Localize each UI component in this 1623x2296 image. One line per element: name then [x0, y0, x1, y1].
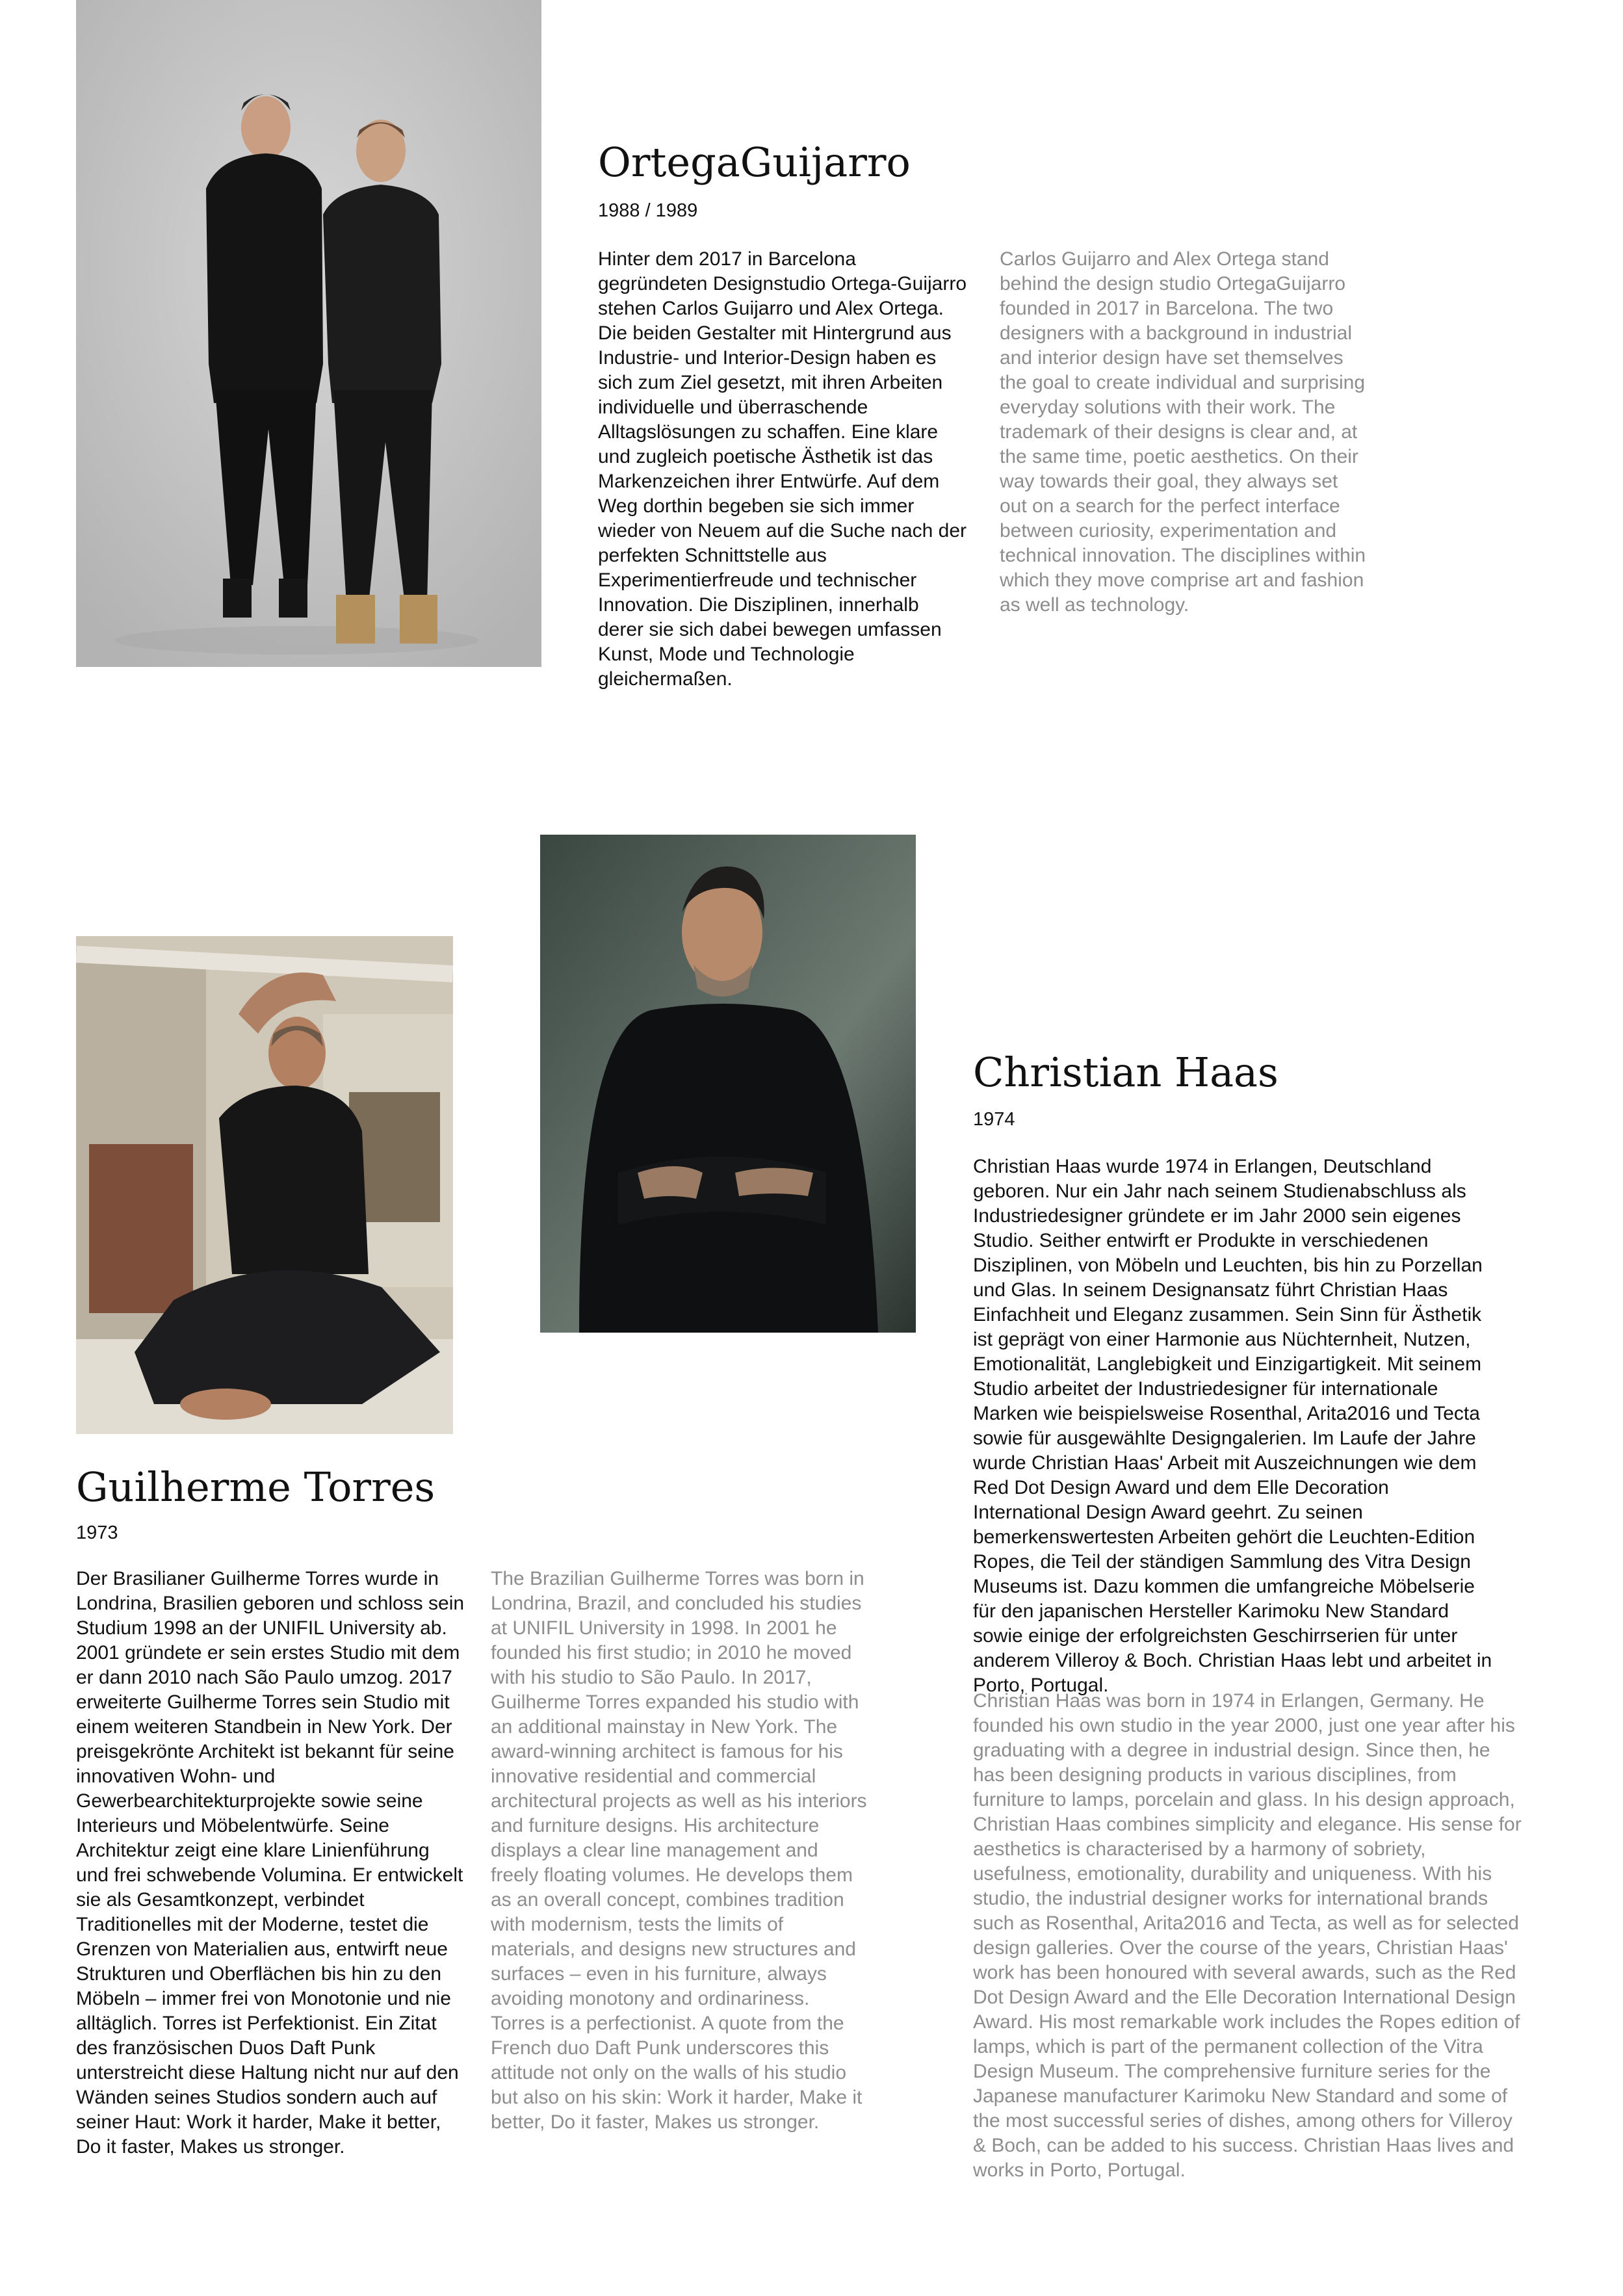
- christian-haas-text-de: Christian Haas wurde 1974 in Erlangen, Deutschland geboren. Nur ein Jahr nach seinem Studienabschluss als Industriedesigner gründete er im Jahr 2000 sein eigenes Studio. Seither entwirft er Produkte in verschiedenen Disziplinen, von Möbeln und Leuchten, bis hin zu Porzellan und Glas. In seinem Designansatz führt Christian Haas Einfachheit und Eleganz zusammen. Sein Sinn für Ästhetik ist geprägt von einer Harmonie aus Nüchternheit, Nutzen, Emotionalität, Langlebigkeit und Einzigartigkeit. Mit seinem Studio arbeitet der Industriedesigner für internationale Marken wie beispielsweise Rosenthal, Arita2016 und Tecta sowie für ausgewählte Designgalerien. Im Laufe der Jahre wurde Christian Haas' Arbeit mit Auszeichnungen wie dem Red Dot Design Award und dem Elle Decoration International Design Award geehrt. Zu seinen bemerkenswertesten Arbeiten gehört die Leuchten-Edition Ropes, die Teil der ständigen Sammlung des Vitra Design Museums ist. Dazu kommen die umfangreiche Möbelserie für den japanischen Hersteller Karimoku New Standard sowie einige der erfolgreichsten Geschirrserien für unter anderem Villeroy & Boch. Christian Haas lebt und arbeitet in Porto, Portugal.: [973, 1156, 1492, 1696]
- guilherme-torres-text-en: The Brazilian Guilherme Torres was born in Londrina, Brazil, and concluded his studies at UNIFIL University in 1998. In 2001 he founded his first studio; in 2010 he moved with his studio to São Paulo. In 2017, Guilherme Torres expanded his studio with an additional mainstay in New York. The award-winning architect is famous for his innovative residential and commercial architectural projects as well as his interiors and furniture designs. His architecture displays a clear line management and freely floating volumes. He develops them as an overall concept, combines tradition with modernism, tests the limits of materials, and designs new structures and surfaces – even in his furniture, always avoiding monotony and ordinariness. Torres is a perfectionist. A quote from the French duo Daft Punk underscores this attitude not only on the walls of his studio but also on his skin: Work it harder, Make it better, Do it faster, Makes us stronger.: [491, 1568, 867, 2133]
- christian-haas-name: Christian Haas: [973, 1049, 1279, 1096]
- ortegaguijarro-name: OrtegaGuijarro: [598, 138, 911, 186]
- ortegaguijarro-text-en: Carlos Guijarro and Alex Ortega stand behind the design studio OrtegaGuijarro founded in 2017 in Barcelona. The two designers with a background in industrial and interior design have set themselves the goal to create individual and surprising everyday solutions with their work. The trademark of their designs is clear and, at the same time, poetic aesthetics. On their way towards their goal, they always set out on a search for the perfect interface between curiosity, experimentation and technical innovation. The disciplines within which they move comprise art and fashion as well as technology.: [1000, 248, 1366, 616]
- guilherme-torres-name: Guilherme Torres: [76, 1463, 435, 1511]
- christian-haas-text-en: Christian Haas was born in 1974 in Erlangen, Germany. He founded his own studio in the year 2000, just one year after his graduating with a degree in industrial design. Since then, he has been designing products in various disciplines, from furniture to lamps, porcelain and glass. In his design approach, Christian Haas combines simplicity and elegance. His sense for aesthetics is characterised by a harmony of sobriety, usefulness, emotionality, durability and uniqueness. With his studio, the industrial designer works for international brands such as Rosenthal, Arita2016 and Tecta, as well as for selected design galleries. Over the course of the years, Christian Haas' work has been honoured with several awards, such as the Red Dot Design Award and the Elle Decoration International Design Award. His most remarkable work includes the Ropes edition of lamps, which is part of the permanent collection of the Vitra Design Museum. The comprehensive furniture series for the Japanese manufacturer Karimoku New Standard and some of the most successful series of dishes, among others for Villeroy & Boch, can be added to his success. Christian Haas lives and works in Porto, Portugal.: [973, 1690, 1522, 2181]
- ortegaguijarro-text-de: Hinter dem 2017 in Barcelona gegründeten Designstudio Ortega-Guijarro stehen Carlos Guijarro und Alex Ortega. Die beiden Gestalter mit Hintergrund aus Industrie- und Interior-Design haben es sich zum Ziel gesetzt, mit ihren Arbeiten individuelle und überraschende Alltagslösungen zu schaffen. Eine klare und zugleich poetische Ästhetik ist das Markenzeichen ihrer Entwürfe. Auf dem Weg dorthin begeben sie sich immer wieder von Neuem auf die Suche nach der perfekten Schnittstelle aus Experimentierfreude und technischer Innovation. Die Disziplinen, innerhalb derer sie sich dabei bewegen umfassen Kunst, Mode und Technologie gleichermaßen.: [598, 248, 967, 690]
- guilherme-torres-text-de: Der Brasilianer Guilherme Torres wurde in Londrina, Brasilien geboren und schloss sein Studium 1998 an der UNIFIL University ab. 2001 gründete er sein erstes Studio mit dem er dann 2010 nach São Paulo umzog. 2017 erweiterte Guilherme Torres sein Studio mit einem weiteren Standbein in New York. Der preisgekrönte Architekt ist bekannt für seine innovativen Wohn- und Gewerbearchitekturprojekte sowie seine Interieurs und Möbelentwürfe. Seine Architektur zeigt eine klare Linienführung und frei schwebende Volumina. Er entwickelt sie als Gesamtkonzept, verbindet Traditionelles mit der Moderne, testet die Grenzen von Materialien aus, entwirft neue Strukturen und Oberflächen bis hin zu den Möbeln – immer frei von Monotonie und nie alltäglich. Torres ist Perfektionist. Ein Zitat des französischen Duos Daft Punk unterstreicht diese Haltung nicht nur auf den Wänden seines Studios sondern auch auf seiner Haut: Work it harder, Make it better, Do it faster, Makes us stronger.: [76, 1568, 465, 2158]
- guilherme-torres-photo: [76, 936, 453, 1434]
- christian-haas-year: 1974: [973, 1109, 1015, 1130]
- christian-haas-photo: [540, 835, 916, 1333]
- ortegaguijarro-year: 1988 / 1989: [598, 200, 698, 221]
- ortegaguijarro-photo: [76, 0, 541, 667]
- guilherme-torres-year: 1973: [76, 1522, 118, 1543]
